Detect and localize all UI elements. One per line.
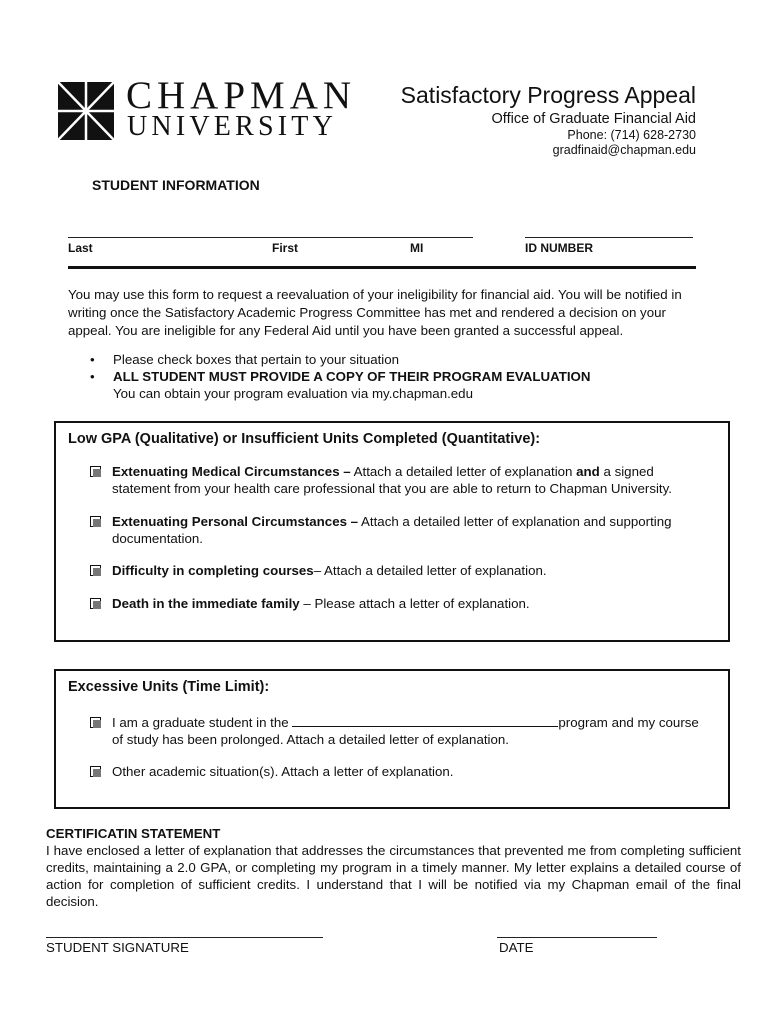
- chapman-logo-mark: [58, 82, 114, 140]
- checkbox-icon[interactable]: [90, 717, 101, 728]
- option-difficulty[interactable]: [90, 562, 710, 579]
- option-bold: Death in the immediate family: [112, 596, 300, 611]
- option-text: – Attach a detailed letter of explanation.: [313, 563, 547, 578]
- option-text: a signed statement from your health care professional that you are able to return to Chapman University.: [112, 464, 672, 496]
- checkbox-icon[interactable]: [90, 516, 101, 527]
- last-name-label: Last: [68, 241, 93, 255]
- option-personal[interactable]: [90, 513, 710, 547]
- bullet-icon: •: [90, 352, 95, 367]
- form-title: Satisfactory Progress Appeal: [400, 82, 696, 108]
- date-label: DATE: [499, 940, 534, 955]
- bullet-text: ALL STUDENT MUST PROVIDE A COPY OF THEIR PROGRAM EVALUATION: [113, 369, 591, 384]
- option-text: program and my course of study has been prolonged. Attach a detailed letter of explanation.: [112, 715, 699, 747]
- date-line[interactable]: [497, 937, 657, 938]
- option-bold: Extenuating Medical Circumstances –: [112, 464, 351, 479]
- option-death[interactable]: [90, 595, 710, 612]
- office-email: gradfinaid@chapman.edu: [552, 143, 696, 157]
- checkbox-icon[interactable]: [90, 598, 101, 609]
- option-bold: Extenuating Personal Circumstances –: [112, 514, 359, 529]
- bullet-item: [90, 368, 590, 385]
- id-number-field-line[interactable]: [525, 237, 693, 238]
- option-text: – Please attach a letter of explanation.: [299, 596, 530, 611]
- bullet-text: Please check boxes that pertain to your situation: [113, 352, 400, 367]
- first-name-label: First: [272, 241, 299, 255]
- option-medical[interactable]: [90, 463, 710, 497]
- student-signature-line[interactable]: [46, 937, 323, 938]
- option-bold: and: [576, 464, 600, 479]
- logo-wordmark-chapman: CHAPMAN: [126, 74, 357, 117]
- bullet-subtext: You can obtain your program evaluation via my.chapman.edu: [113, 386, 473, 401]
- checkbox-icon[interactable]: [90, 466, 101, 477]
- option-other-situation[interactable]: [90, 763, 710, 780]
- option-text: Other academic situation(s). Attach a letter of explanation.: [112, 764, 454, 779]
- option-text: Attach a detailed letter of explanation: [350, 464, 577, 479]
- low-gpa-heading: Low GPA (Qualitative) or Insufficient Units Completed (Quantitative):: [68, 431, 541, 447]
- option-graduate-program[interactable]: [90, 714, 710, 748]
- option-text: Attach a detailed letter of explanation and supporting documentation.: [112, 514, 672, 546]
- intro-paragraph: You may use this form to request a reevaluation of your ineligibility for financial aid. You will be notified in writing once the Satisfactory Academic Progress Committee has met and rendered a decision on your appeal. You are ineligible for any Federal Aid until you have been granted a successful appeal.: [68, 287, 682, 338]
- option-bold: Difficulty in completing courses: [112, 563, 314, 578]
- excessive-units-heading: Excessive Units (Time Limit):: [68, 679, 270, 695]
- certification-heading: CERTIFICATIN STATEMENT: [46, 826, 221, 841]
- checkbox-icon[interactable]: [90, 565, 101, 576]
- instruction-bullets: [90, 351, 590, 402]
- student-info-heading: STUDENT INFORMATION: [92, 177, 260, 193]
- office-name: Office of Graduate Financial Aid: [491, 111, 696, 127]
- logo-wordmark-university: UNIVERSITY: [127, 111, 337, 142]
- option-text: I am a graduate student in the: [112, 715, 293, 730]
- id-number-label: ID NUMBER: [525, 241, 593, 255]
- bullet-item: [90, 351, 590, 368]
- student-signature-label: STUDENT SIGNATURE: [46, 940, 189, 955]
- checkbox-icon[interactable]: [90, 766, 101, 777]
- office-phone: Phone: (714) 628-2730: [567, 128, 696, 142]
- certification-body: I have enclosed a letter of explanation that addresses the circumstances that prevented me from completing sufficient credits, maintaining a 2.0 GPA, or completing my program in a timely manner. My letter explains a detailed course of action for completion of sufficient credits. I understand that I will be notified via my Chapman email of the final decision.: [46, 843, 741, 909]
- program-name-blank[interactable]: [292, 714, 558, 727]
- name-field-line[interactable]: [68, 237, 473, 238]
- section-divider: [68, 266, 696, 269]
- middle-initial-label: MI: [410, 241, 424, 255]
- bullet-icon: •: [90, 369, 95, 384]
